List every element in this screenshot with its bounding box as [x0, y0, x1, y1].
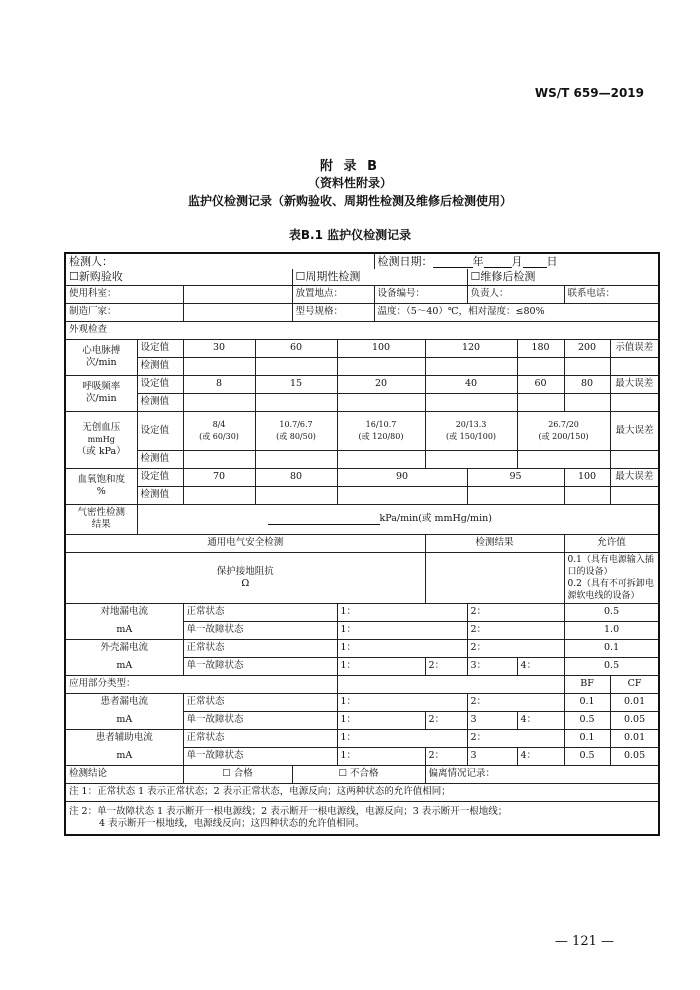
normal-state-label: 正常状态: [183, 639, 337, 657]
bp-error-cell[interactable]: [610, 450, 659, 468]
bf-header: BF: [564, 675, 610, 693]
result-slot[interactable]: 4：: [517, 657, 564, 675]
ground-impedance-result[interactable]: [425, 552, 564, 603]
rr-set-value: 20: [337, 375, 425, 393]
single-fault-label: 单一故障状态: [183, 747, 337, 765]
appendix-title: 附 录 B: [320, 159, 380, 174]
patient-aux-cf-normal: 0.01: [610, 729, 659, 747]
hr-set-value: 120: [425, 339, 517, 357]
bp-label: 无创血压 mmHg （或 kPa）: [65, 411, 137, 468]
appendix-subtitle: （资料性附录）: [307, 176, 392, 190]
earth-leakage-label: 对地漏电流: [65, 603, 183, 621]
phone-label: 联系电话：: [564, 285, 659, 303]
single-fault-label: 单一故障状态: [183, 657, 337, 675]
hr-error-header: 示值误差: [610, 339, 659, 357]
earth-leakage-unit: mA: [65, 621, 183, 639]
spo2-measured-cell[interactable]: [255, 486, 337, 504]
hr-set-value: 200: [564, 339, 610, 357]
enclosure-allowed-fault: 0.5: [564, 657, 659, 675]
rr-measured-cell[interactable]: [183, 393, 255, 411]
spo2-measured-cell[interactable]: [183, 486, 255, 504]
result-slot[interactable]: 3: [467, 747, 517, 765]
patient-leak-bf-fault: 0.5: [564, 711, 610, 729]
hr-measured-label: 检测值: [137, 357, 183, 375]
result-slot[interactable]: 2：: [467, 639, 564, 657]
rr-error-header: 最大误差: [610, 375, 659, 393]
result-header: 检测结果: [425, 534, 564, 552]
note-2: 注 2：单一故障状态 1 表示断开一根电源线；2 表示断开一根电源线，电源反向；3 表示断开一根地线； 4 表示断开一根地线，电源线反向；这四种状态的允许值相同。: [65, 801, 659, 835]
hr-set-value: 60: [255, 339, 337, 357]
patient-aux-bf-fault: 0.5: [564, 747, 610, 765]
note-1: 注 1：正常状态 1 表示正常状态；2 表示正常状态，电源反向；这两种状态的允许值相同；: [65, 783, 659, 801]
spo2-set-label: 设定值: [137, 468, 183, 486]
dept-label: 使用科室：: [65, 285, 183, 303]
maker-value[interactable]: [183, 303, 292, 321]
rr-set-label: 设定值: [137, 375, 183, 393]
option-new-purchase[interactable]: ☐新购验收: [65, 269, 292, 285]
leak-test-result[interactable]: [137, 504, 659, 534]
table-caption: 表B.1 监护仪检测记录: [288, 228, 412, 242]
hr-set-value: 100: [337, 339, 425, 357]
rr-set-value: 8: [183, 375, 255, 393]
hr-measured-cell[interactable]: [517, 357, 564, 375]
fail-checkbox[interactable]: ☐ 不合格: [292, 765, 425, 783]
cf-header: CF: [610, 675, 659, 693]
patient-aux-bf-normal: 0.1: [564, 729, 610, 747]
hr-measured-cell[interactable]: [255, 357, 337, 375]
model-label: 型号规格：: [292, 303, 374, 321]
spo2-error-cell[interactable]: [610, 486, 659, 504]
owner-label: 负责人：: [467, 285, 564, 303]
spo2-set-value: 70: [183, 468, 255, 486]
rr-error-cell[interactable]: [610, 393, 659, 411]
ground-impedance-label: 保护接地阻抗 Ω: [65, 552, 425, 603]
patient-leakage-unit: mA: [65, 711, 183, 729]
bp-measured-cell[interactable]: [337, 450, 425, 468]
bp-measured-cell[interactable]: [255, 450, 337, 468]
applied-part-type-value[interactable]: [337, 675, 564, 693]
patient-leak-cf-fault: 0.05: [610, 711, 659, 729]
result-slot[interactable]: 1：: [337, 747, 425, 765]
bp-measured-cell[interactable]: [425, 450, 517, 468]
location-label: 放置地点：: [292, 285, 374, 303]
earth-allowed-fault: 1.0: [564, 621, 659, 639]
spo2-measured-label: 检测值: [137, 486, 183, 504]
rr-label: 呼吸频率 次/min: [65, 375, 137, 411]
bp-set-label: 设定值: [137, 411, 183, 450]
leak-unit: kPa/min(或 mmHg/min): [379, 513, 492, 524]
day-label: 日: [546, 254, 558, 268]
result-slot[interactable]: 4：: [517, 747, 564, 765]
rr-set-value: 60: [517, 375, 564, 393]
result-slot[interactable]: 1：: [337, 657, 425, 675]
spo2-set-value: 90: [337, 468, 467, 486]
hr-measured-cell[interactable]: [337, 357, 425, 375]
result-slot[interactable]: 1：: [337, 621, 467, 639]
month-label: 月: [511, 254, 523, 268]
bp-set-value: 10.7/6.7 (或 80/50): [255, 411, 337, 450]
spo2-measured-cell[interactable]: [467, 486, 564, 504]
applied-part-type-label: 应用部分类型：: [65, 675, 337, 693]
inspector-label: 检测人：: [65, 253, 374, 269]
normal-state-label: 正常状态: [183, 603, 337, 621]
normal-state-label: 正常状态: [183, 729, 337, 747]
inspection-date: [374, 253, 659, 269]
hr-measured-cell[interactable]: [564, 357, 610, 375]
spo2-measured-cell[interactable]: [337, 486, 467, 504]
spo2-error-header: 最大误差: [610, 468, 659, 486]
bp-measured-cell[interactable]: [183, 450, 255, 468]
allowed-header: 允许值: [564, 534, 659, 552]
result-slot[interactable]: 2：: [425, 657, 467, 675]
result-slot[interactable]: 2：: [467, 603, 564, 621]
bp-error-header: 最大误差: [610, 411, 659, 450]
patient-leak-bf-normal: 0.1: [564, 693, 610, 711]
result-slot[interactable]: 1：: [337, 603, 467, 621]
hr-error-cell[interactable]: [610, 357, 659, 375]
date-label: 检测日期：: [377, 254, 433, 268]
page-number: — 121 —: [554, 934, 614, 949]
earth-allowed-normal: 0.5: [564, 603, 659, 621]
hr-measured-cell[interactable]: [183, 357, 255, 375]
standard-code: WS/T 659—2019: [534, 86, 644, 100]
patient-aux-label: 患者辅助电流: [65, 729, 183, 747]
patient-leak-cf-normal: 0.01: [610, 693, 659, 711]
rr-set-value: 80: [564, 375, 610, 393]
maker-label: 制造厂家：: [65, 303, 183, 321]
hr-set-value: 30: [183, 339, 255, 357]
option-periodic[interactable]: ☐周期性检测: [292, 269, 467, 285]
rr-measured-cell[interactable]: [564, 393, 610, 411]
single-fault-label: 单一故障状态: [183, 711, 337, 729]
monitor-inspection-record-table: [64, 252, 660, 836]
bp-set-value: 16/10.7 (或 120/80): [337, 411, 425, 450]
result-slot[interactable]: 2：: [467, 693, 564, 711]
enclosure-allowed-normal: 0.1: [564, 639, 659, 657]
result-slot[interactable]: 1：: [337, 711, 425, 729]
deviation-record[interactable]: 偏离情况记录：: [425, 765, 659, 783]
spo2-measured-cell[interactable]: [564, 486, 610, 504]
rr-set-value: 15: [255, 375, 337, 393]
result-slot[interactable]: 1：: [337, 693, 467, 711]
spo2-label: 血氧饱和度 %: [65, 468, 137, 504]
year-label: 年: [472, 254, 484, 268]
ground-impedance-allowed: 0.1（具有电源输入插口的设备） 0.2（具有不可拆卸电源软电线的设备）: [564, 552, 659, 603]
result-slot[interactable]: 2：: [425, 747, 467, 765]
rr-measured-label: 检测值: [137, 393, 183, 411]
patient-leakage-label: 患者漏电流: [65, 693, 183, 711]
single-fault-label: 单一故障状态: [183, 621, 337, 639]
rr-set-value: 40: [425, 375, 517, 393]
option-after-repair[interactable]: ☐维修后检测: [467, 269, 659, 285]
result-slot[interactable]: 1：: [337, 639, 467, 657]
result-slot[interactable]: 2：: [467, 729, 564, 747]
rr-measured-cell[interactable]: [517, 393, 564, 411]
appearance-check: 外观检查: [65, 321, 659, 339]
pass-checkbox[interactable]: ☐ 合格: [183, 765, 292, 783]
enclosure-leakage-label: 外壳漏电流: [65, 639, 183, 657]
result-slot[interactable]: 3：: [467, 657, 517, 675]
bp-set-value: 8/4 (或 60/30): [183, 411, 255, 450]
result-slot[interactable]: 4：: [517, 711, 564, 729]
spo2-set-value: 80: [255, 468, 337, 486]
rr-measured-cell[interactable]: [337, 393, 425, 411]
normal-state-label: 正常状态: [183, 693, 337, 711]
enclosure-leakage-unit: mA: [65, 657, 183, 675]
spo2-set-value: 100: [564, 468, 610, 486]
hr-label: 心电脉搏 次/min: [65, 339, 137, 375]
hr-measured-cell[interactable]: [425, 357, 517, 375]
rr-measured-cell[interactable]: [425, 393, 517, 411]
result-slot[interactable]: 1：: [337, 729, 467, 747]
spo2-set-value: 95: [467, 468, 564, 486]
result-slot[interactable]: 2：: [467, 621, 564, 639]
result-slot[interactable]: 3: [467, 711, 517, 729]
device-no-label: 设备编号：: [374, 285, 467, 303]
safety-header: 通用电气安全检测: [65, 534, 425, 552]
patient-aux-unit: mA: [65, 747, 183, 765]
result-slot[interactable]: 2：: [425, 711, 467, 729]
dept-value[interactable]: [183, 285, 292, 303]
appendix-heading: 监护仪检测记录（新购验收、周期性检测及维修后检测使用）: [187, 194, 512, 208]
bp-measured-label: 检测值: [137, 450, 183, 468]
bp-measured-cell[interactable]: [517, 450, 610, 468]
hr-set-value: 180: [517, 339, 564, 357]
environment-condition: 温度：（5～40）℃，相对湿度：≤80%: [374, 303, 659, 321]
bp-set-value: 26.7/20 (或 200/150): [517, 411, 610, 450]
rr-measured-cell[interactable]: [255, 393, 337, 411]
leak-test-label: 气密性检测 结果: [65, 504, 137, 534]
hr-set-label: 设定值: [137, 339, 183, 357]
patient-aux-cf-fault: 0.05: [610, 747, 659, 765]
bp-set-value: 20/13.3 (或 150/100): [425, 411, 517, 450]
conclusion-label: 检测结论: [65, 765, 183, 783]
